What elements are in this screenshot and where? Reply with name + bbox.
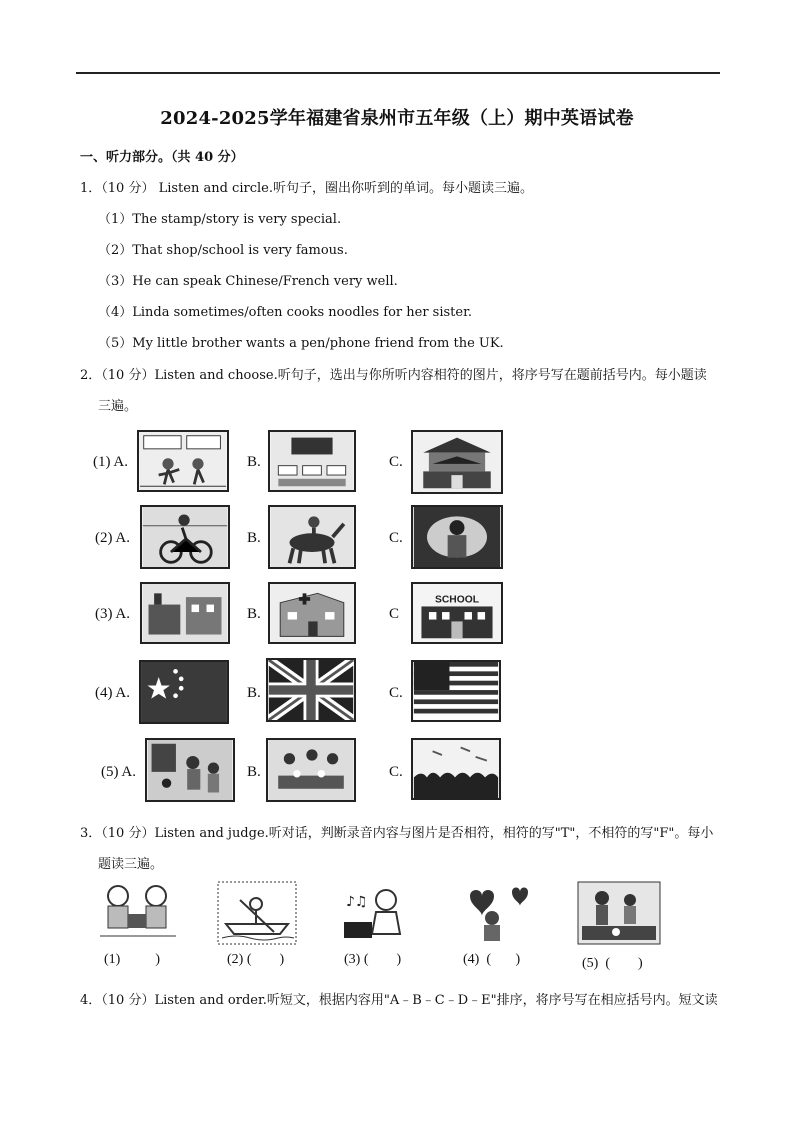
q2-row-option-b: B. bbox=[247, 606, 261, 622]
q3-answer-blank[interactable]: (1) ) bbox=[104, 952, 160, 967]
q2-2c-girl-picture bbox=[411, 505, 503, 569]
q2-row-label: (1) A. bbox=[93, 454, 128, 470]
q2-2a-cycling-picture bbox=[140, 505, 230, 569]
header-rule bbox=[76, 72, 720, 74]
q3-3-singing-picture bbox=[336, 882, 420, 944]
q2-row-option-b: B. bbox=[247, 454, 261, 470]
q2-5a-music-class-picture bbox=[145, 738, 235, 802]
q1-stem: 1．（10 分） Listen and circle.听句子，圈出你听到的单词。每小题读三遍。 bbox=[80, 181, 533, 196]
q2-row-option-b: B. bbox=[247, 685, 261, 701]
q3-stem-continued: 题读三遍。 bbox=[98, 857, 164, 872]
q2-3b-hospital-picture bbox=[268, 582, 356, 644]
q2-1a-sports-picture bbox=[137, 430, 229, 492]
q3-5-kitchen-picture bbox=[576, 880, 662, 946]
q3-stem: 3．（10 分）Listen and judge.听对话，判断录音内容与图片是否相符，相符的写"T"，不相符的写"F"。每小 bbox=[80, 826, 714, 841]
q3-answer-blank[interactable]: (2) ( ) bbox=[227, 952, 285, 967]
svg-text:♪♫: ♪♫ bbox=[346, 894, 368, 910]
q2-5b-family-dinner-picture bbox=[266, 738, 356, 802]
q2-4a-china-flag-picture bbox=[139, 660, 229, 724]
q2-row-label: (2) A. bbox=[95, 530, 130, 546]
q2-5c-crowd-picture bbox=[411, 738, 501, 800]
q3-4-hearts-picture bbox=[456, 880, 540, 944]
q2-row-option-c: C. bbox=[389, 530, 403, 546]
q2-row-label: (3) A. bbox=[95, 606, 130, 622]
q1-item: （1）The stamp/story is very special. bbox=[98, 212, 342, 227]
page-title: 2024-2025学年福建省泉州市五年级（上）期中英语试卷 bbox=[160, 108, 634, 129]
q2-row-option-c: C. bbox=[389, 454, 403, 470]
q2-2b-horse-riding-picture bbox=[268, 505, 356, 569]
q2-row-option-c: C. bbox=[389, 685, 403, 701]
q2-row-label: (4) A. bbox=[95, 685, 130, 701]
q2-1b-classroom-picture bbox=[268, 430, 356, 492]
q3-answer-blank[interactable]: (4) ( ) bbox=[463, 952, 521, 967]
q2-row-option-c: C. bbox=[389, 764, 403, 780]
q2-row-option-c: C bbox=[389, 606, 400, 622]
q2-row-option-b: B. bbox=[247, 764, 261, 780]
q3-1-friends-picture bbox=[98, 880, 178, 942]
q1-item: （5）My little brother wants a pen/phone friend from the UK. bbox=[98, 336, 504, 351]
q3-answer-blank[interactable]: (3) ( ) bbox=[344, 952, 402, 967]
q2-row-label: (5) A. bbox=[101, 764, 136, 780]
section-heading-listening: 一、听力部分。（共 40 分） bbox=[80, 150, 244, 165]
q2-3a-factory-picture bbox=[140, 582, 230, 644]
school-sign: SCHOOL bbox=[435, 594, 479, 606]
q2-stem-continued: 三遍。 bbox=[98, 399, 138, 414]
q2-1c-palace-picture bbox=[411, 430, 503, 494]
q3-answer-blank[interactable]: (5) ( ) bbox=[582, 956, 643, 971]
q1-item: （3）He can speak Chinese/French very well. bbox=[98, 274, 398, 289]
q2-4b-uk-flag-picture bbox=[266, 658, 356, 722]
q1-item: （4）Linda sometimes/often cooks noodles for her sister. bbox=[98, 305, 473, 320]
q2-row-option-b: B. bbox=[247, 530, 261, 546]
q3-2-rowing-picture bbox=[216, 880, 298, 946]
q4-stem: 4．（10 分）Listen and order.听短文，根据内容用"A﹣B﹣C﹣D﹣E"排序，将序号写在相应括号内。短文读 bbox=[80, 993, 718, 1008]
q2-stem: 2．（10 分）Listen and choose.听句子，选出与你所听内容相符的图片，将序号写在题前括号内。每小题读 bbox=[80, 368, 707, 383]
q2-3c-school-picture bbox=[411, 582, 503, 644]
q1-item: （2）That shop/school is very famous. bbox=[98, 243, 348, 258]
q2-4c-usa-flag-picture bbox=[411, 660, 501, 722]
